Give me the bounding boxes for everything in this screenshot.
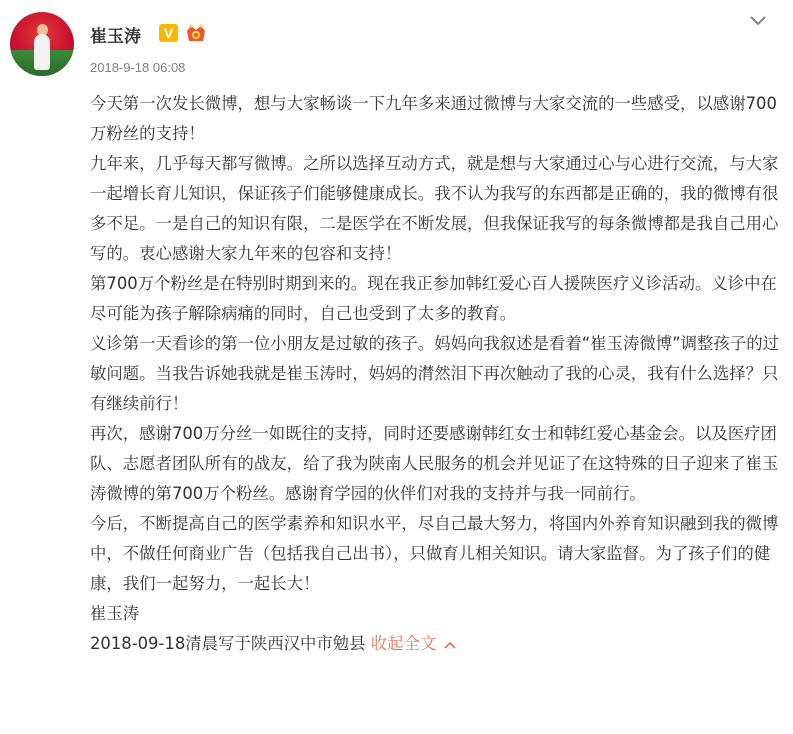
- verified-badge-icon[interactable]: V: [159, 24, 178, 42]
- post-body: [90, 89, 780, 659]
- post-footer: [90, 629, 780, 659]
- post-paragraph: 今天第一次发长微博，想与大家畅谈一下九年多来通过微博与大家交流的一些感受，以感谢700万粉丝的支持！: [90, 94, 777, 143]
- chevron-down-icon[interactable]: [749, 14, 767, 28]
- post-paragraph: 再次，感谢700万分丝一如既往的支持，同时还要感谢韩红女士和韩红爱心基金会。以及医疗团队、志愿者团队所有的战友，给了我为陕南人民服务的机会并见证了在这特殊的日子迎来了崔玉涛微博的第700万个粉丝。感谢育学园的伙伴们对我的支持并与我一同前行。: [90, 424, 779, 503]
- post-paragraph: 九年来，几乎每天都写微博。之所以选择互动方式，就是想与大家通过心与心进行交流，与大家一起增长育儿知识，保证孩子们能够健康成长。我不认为我写的东西都是正确的，我的微博有很多不足。一是自己的知识有限，二是医学在不断发展，但我保证我写的每条微博都是我自己用心写的。衷心感谢大家九年来的包容和支持！: [90, 154, 779, 263]
- avatar-figure: [34, 34, 50, 70]
- post-paragraph: 第700万个粉丝是在特别时期到来的。现在我正参加韩红爱心百人援陕医疗义诊活动。义诊中在尽可能为孩子解除病痛的同时，自己也受到了太多的教育。: [90, 274, 777, 323]
- chevron-up-icon[interactable]: [444, 640, 456, 650]
- author-name[interactable]: 崔玉涛: [90, 27, 141, 47]
- post-signature: 崔玉涛: [90, 604, 140, 623]
- post-paragraph: 义诊第一天看诊的第一位小朋友是过敏的孩子。妈妈向我叙述是看着“崔玉涛微博”调整孩子的过敏问题。当我告诉她我就是崔玉涛时，妈妈的潸然泪下再次触动了我的心灵，我有什么选择？只有继续前行！: [90, 334, 779, 413]
- post-footer-text: 2018-09-18清晨写于陕西汉中市勉县: [90, 634, 366, 653]
- vip-crown-icon[interactable]: [184, 22, 208, 44]
- avatar[interactable]: [10, 12, 74, 76]
- post-paragraph: 今后，不断提高自己的医学素养和知识水平，尽自己最大努力，将国内外养育知识融到我的微博中，不做任何商业广告（包括我自己出书），只做育儿相关知识。请大家监督。为了孩子们的健康，我们一起努力，一起长大！: [90, 514, 779, 593]
- collapse-full-text-button[interactable]: [371, 634, 457, 653]
- post-timestamp[interactable]: 2018-9-18 06:08: [90, 60, 186, 75]
- collapse-label[interactable]: 收起全文: [370, 634, 437, 653]
